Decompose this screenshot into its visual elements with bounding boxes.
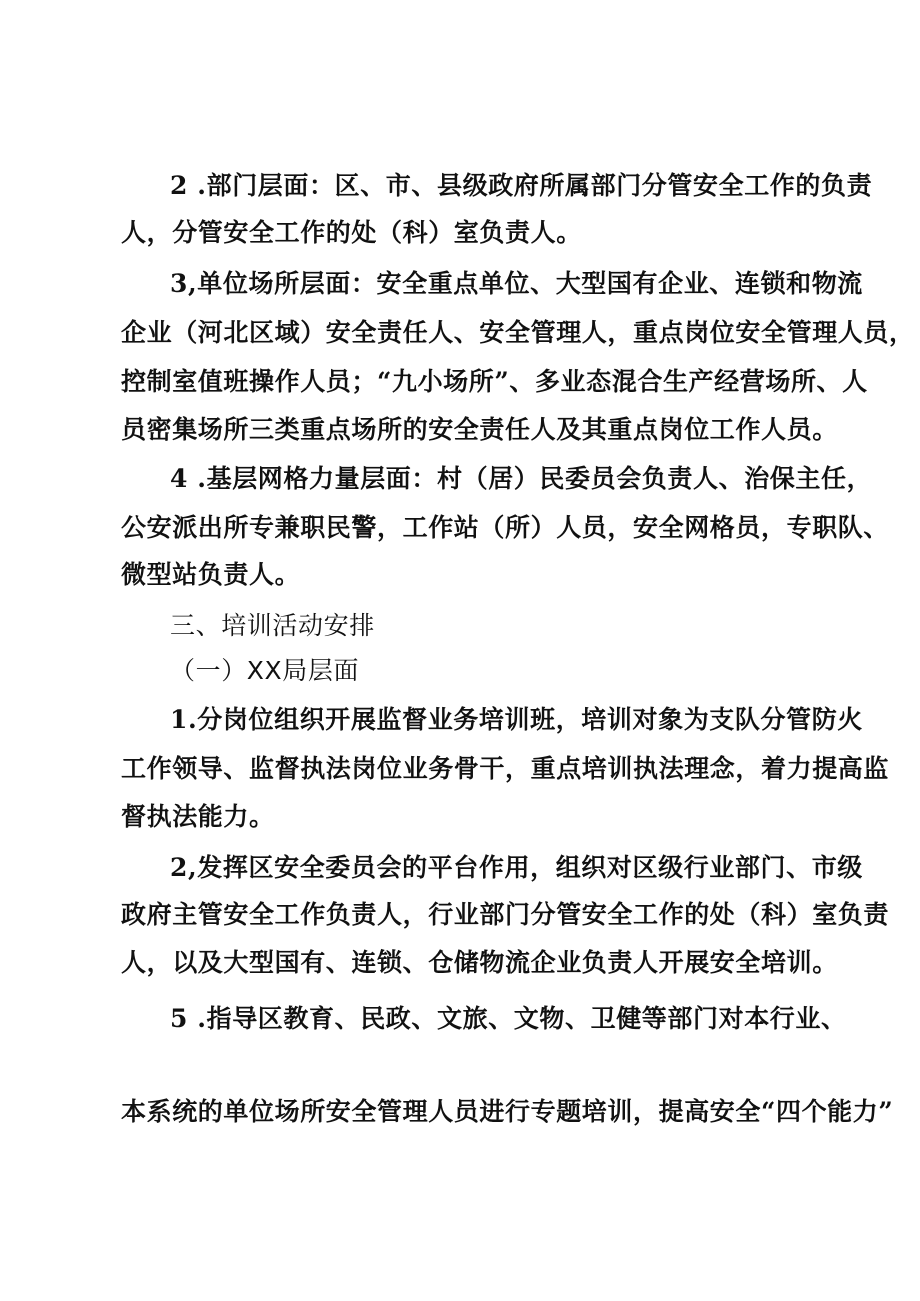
paragraph-4-line-2: 公安派出所专兼职民警，工作站（所）人员，安全网格员，专职队、	[121, 513, 890, 542]
item-5-line-2: 本系统的单位场所安全管理人员进行专题培训，提高安全“四个能力”	[121, 1097, 894, 1126]
item-1-line-1: 1.分岗位组织开展监督业务培训班，培训对象为支队分管防火	[170, 705, 863, 734]
paragraph-4-line-1: 4 .基层网格力量层面：村（居）民委员会负责人、治保主任，	[170, 464, 873, 493]
item-2-line-2: 政府主管安全工作负责人，行业部门分管安全工作的处（科）室负责	[121, 900, 890, 929]
section-heading-3: 三、培训活动安排	[170, 611, 375, 640]
paragraph-2-line-2: 人，分管安全工作的处（科）室负责人。	[121, 218, 582, 247]
item-2-line-3: 人，以及大型国有、连锁、仓储物流企业负责人开展安全培训。	[121, 948, 838, 977]
item-1-line-3: 督执法能力。	[121, 802, 275, 831]
paragraph-3-line-4: 员密集场所三类重点场所的安全责任人及其重点岗位工作人员。	[121, 415, 838, 444]
item-1-line-2: 工作领导、监督执法岗位业务骨干，重点培训执法理念，着力提高监	[121, 754, 890, 783]
subsection-heading-1: （一）XX局层面	[170, 656, 360, 685]
paragraph-3-line-3: 控制室值班操作人员；“九小场所”、多业态混合生产经营场所、人	[121, 367, 868, 396]
paragraph-4-line-3: 微型站负责人。	[121, 560, 301, 589]
paragraph-2-line-1: 2 .部门层面：区、市、县级政府所属部门分管安全工作的负责	[170, 171, 873, 200]
item-5-line-1: 5 .指导区教育、民政、文旅、文物、卫健等部门对本行业、	[170, 1004, 847, 1033]
paragraph-3-line-2: 企业（河北区域）安全责任人、安全管理人，重点岗位安全管理人员，	[121, 318, 915, 347]
item-2-line-1: 2,发挥区安全委员会的平台作用，组织对区级行业部门、市级	[170, 853, 863, 882]
paragraph-3-line-1: 3,单位场所层面：安全重点单位、大型国有企业、连锁和物流	[170, 269, 863, 298]
